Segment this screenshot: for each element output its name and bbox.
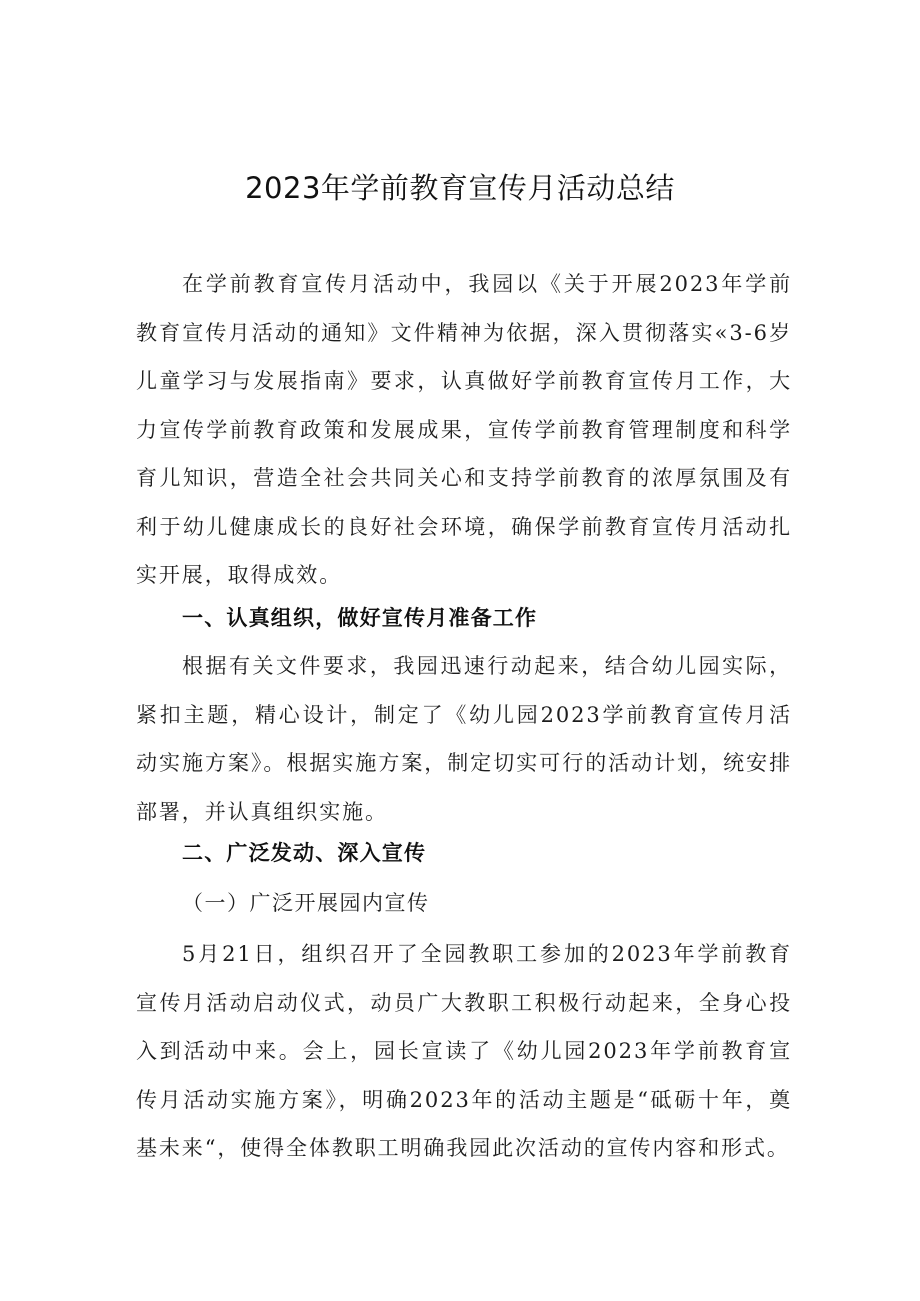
subsection1-paragraph <box>136 930 792 1173</box>
paragraph-text: 在学前教育宣传月活动中，我园以《关于开展2023年学前教育宣传月活动的通知》文件精神为依据，深入贯彻落实«3-6岁儿童学习与发展指南》要求，认真做好学前教育宣传月工作，大力宣传学前教育政策和发展成果，宣传学前教育管理制度和科学育儿知识，营造全社会共同关心和支持学前教育的浓厚氛围及有利于幼儿健康成长的良好社会环境，确保学前教育宣传月活动扎实开展，取得成效。 <box>136 272 792 587</box>
document-title: 2023年学前教育宣传月活动总结 <box>245 171 675 205</box>
section1-paragraph <box>136 642 792 836</box>
section-heading-1: 一、认真组织，做好宣传月准备工作 <box>182 606 538 630</box>
subsection-heading-1: （一）广泛开展园内宣传 <box>182 891 430 915</box>
intro-paragraph <box>136 260 792 600</box>
section-heading-2: 二、广泛发动、深入宣传 <box>182 841 427 865</box>
paragraph-text: 5月21日，组织召开了全园教职工参加的2023年学前教育宣传月活动启动仪式，动员广大教职工积极行动起来，全身心投入到活动中来。会上，园长宣读了《幼儿园2023年学前教育宣传月活动实施方案》，明确2023年的活动主题是“砥砺十年，奠基未来“，使得全体教职工明确我园此次活动的宣传内容和形式。 <box>136 942 792 1160</box>
paragraph-text: 根据有关文件要求，我园迅速行动起来，结合幼儿园实际，紧扣主题，精心设计，制定了《幼儿园2023学前教育宣传月活动实施方案》。根据实施方案，制定切实可行的活动计划，统安排部署，并认真组织实施。 <box>136 654 792 824</box>
